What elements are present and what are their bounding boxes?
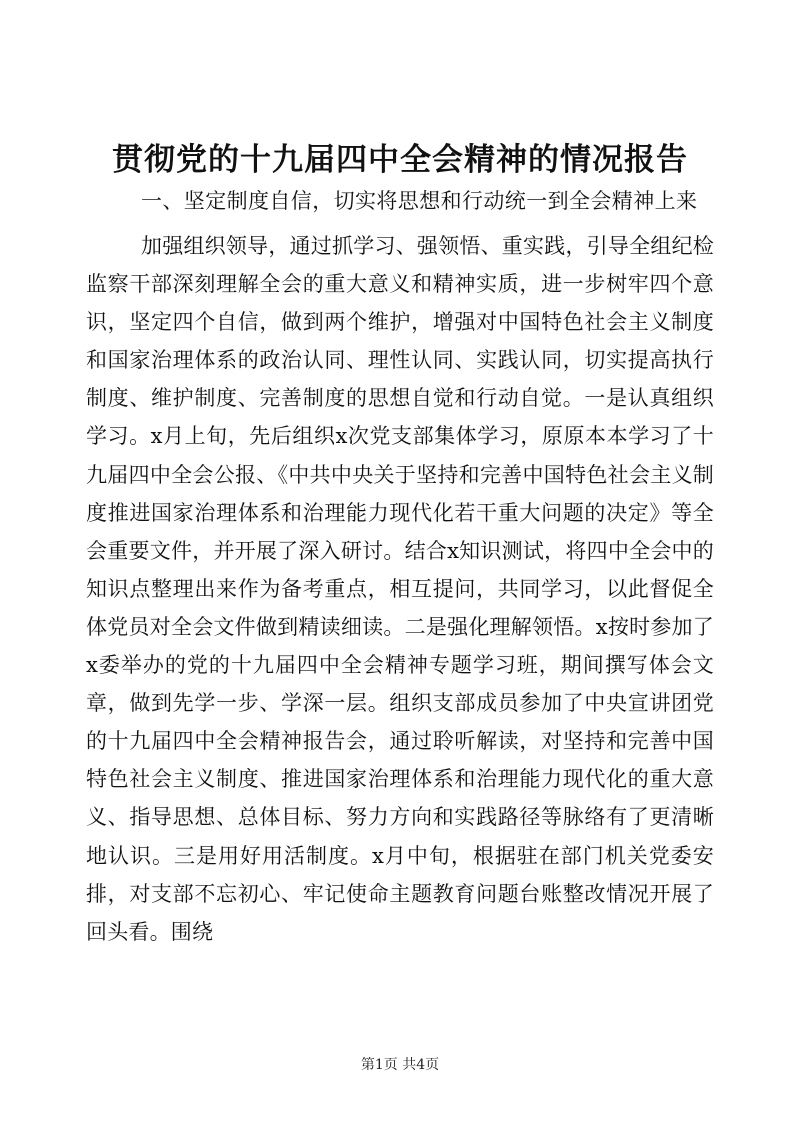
body-paragraph: 加强组织领导，通过抓学习、强领悟、重实践，引导全组纪检监察干部深刻理解全会的重大意义和精神实质，进一步树牢四个意识，坚定四个自信，做到两个维护，增强对中国特色社会主义制度和国家治理体系的政治认同、理性认同、实践认同，切实提高执行制度、维护制度、完善制度的思想自觉和行动自觉。一是认真组织学习。x月上旬，先后组织x次党支部集体学习，原原本本学习了十九届四中全会公报、《中共中央关于坚持和完善中国特色社会主义制度推进国家治理体系和治理能力现代化若干重大问题的决定》等全会重要文件，并开展了深入研讨。结合x知识测试，将四中全会中的知识点整理出来作为备考重点，相互提问，共同学习，以此督促全体党员对全会文件做到精读细读。二是强化理解领悟。x按时参加了x委举办的党的十九届四中全会精神专题学习班，期间撰写体会文章，做到先学一步、学深一层。组织支部成员参加了中央宣讲团党的十九届四中全会精神报告会，通过聆听解读，对坚持和完善中国特色社会主义制度、推进国家治理体系和治理能力现代化的重大意义、指导思想、总体目标、努力方向和实践路径等脉络有了更清晰地认识。三是用好用活制度。x月中旬，根据驻在部门机关党委安排，对支部不忘初心、牢记使命主题教育问题台账整改情况开展了回头看。围绕 bbox=[86, 234, 714, 944]
page-number-footer: 第1页 共4页 bbox=[360, 1057, 440, 1073]
section-heading: 一、坚定制度自信，切实将思想和行动统一到全会精神上来 bbox=[141, 189, 698, 213]
document-title: 贯彻党的十九届四中全会精神的情况报告 bbox=[112, 142, 688, 178]
